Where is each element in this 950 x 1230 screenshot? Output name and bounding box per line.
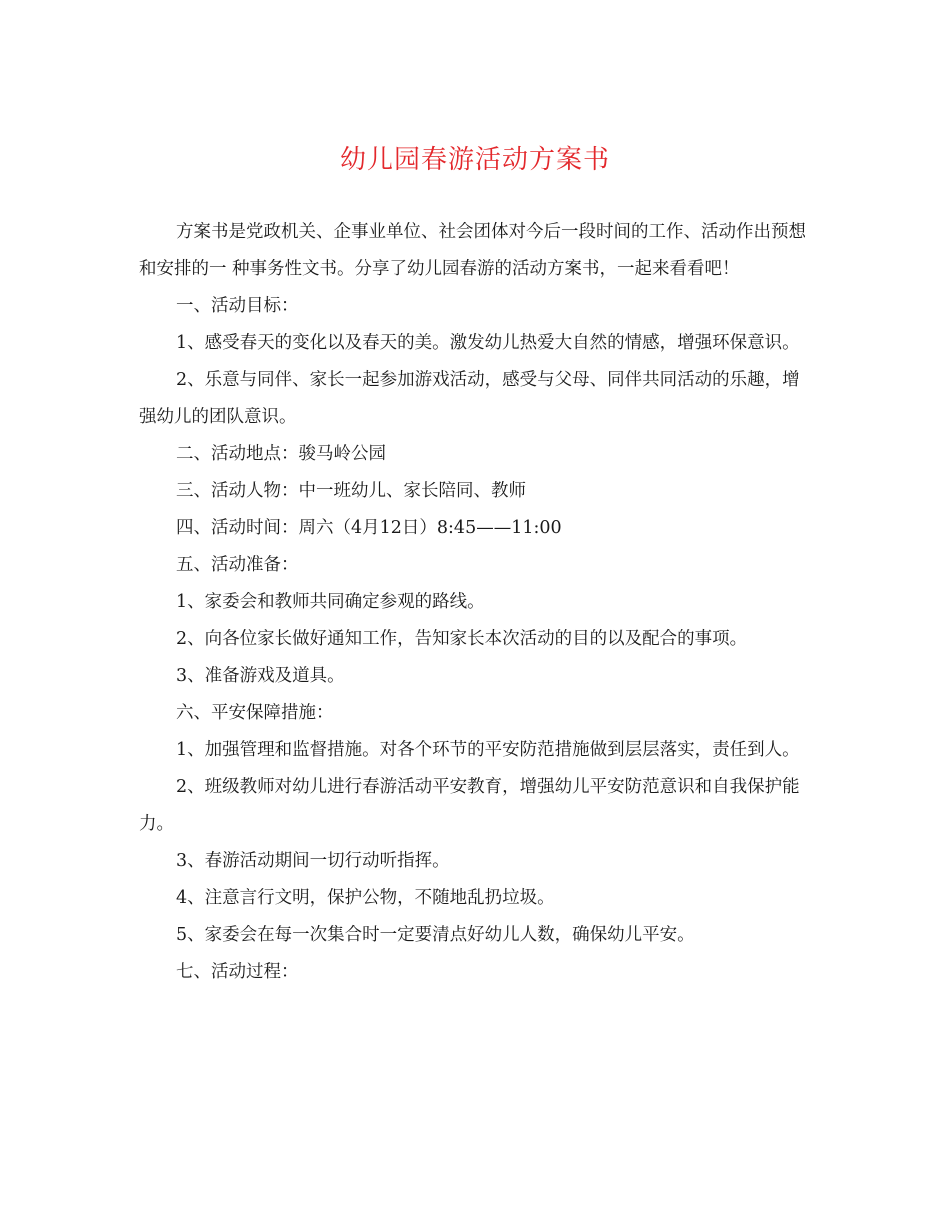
section-heading-preparation: 五、活动准备：	[176, 555, 299, 575]
section-heading-safety: 六、平安保障措施：	[176, 703, 334, 723]
document-body	[139, 214, 815, 991]
preparation-item-1: 1、家委会和教师共同确定参观的路线。	[176, 592, 485, 612]
goal-item-2: 2、乐意与同伴、家长一起参加游戏活动，感受与父母、同伴共同活动的乐趣，增强幼儿的团队意识。	[139, 370, 800, 427]
goal-item-1: 1、感受春天的变化以及春天的美。激发幼儿热爱大自然的情感，增强环保意识。	[176, 333, 800, 353]
safety-item-3: 3、春游活动期间一切行动听指挥。	[176, 851, 450, 871]
safety-item-5: 5、家委会在每一次集合时一定要清点好幼儿人数，确保幼儿平安。	[176, 925, 695, 945]
preparation-item-2: 2、向各位家长做好通知工作，告知家长本次活动的目的以及配合的事项。	[176, 629, 748, 649]
safety-item-2: 2、班级教师对幼儿进行春游活动平安教育，增强幼儿平安防范意识和自我保护能力。	[139, 777, 800, 834]
safety-item-1: 1、加强管理和监督措施。对各个环节的平安防范措施做到层层落实，责任到人。	[176, 740, 800, 760]
preparation-item-3: 3、准备游戏及道具。	[176, 666, 345, 686]
section-participants: 三、活动人物：中一班幼儿、家长陪同、教师	[176, 481, 526, 501]
section-time: 四、活动时间：周六（4月12日）8:45——11:00	[176, 518, 562, 538]
section-heading-process: 七、活动过程：	[176, 962, 299, 982]
intro-paragraph: 方案书是党政机关、企事业单位、社会团体对今后一段时间的工作、活动作出预想和安排的一 种事务性文书。分享了幼儿园春游的活动方案书，一起来看看吧！	[139, 222, 806, 279]
section-location: 二、活动地点：骏马岭公园	[176, 444, 386, 464]
safety-item-4: 4、注意言行文明，保护公物，不随地乱扔垃圾。	[176, 888, 555, 908]
section-heading-goals: 一、活动目标：	[176, 296, 299, 316]
document-title: 幼儿园春游活动方案书	[339, 145, 610, 175]
